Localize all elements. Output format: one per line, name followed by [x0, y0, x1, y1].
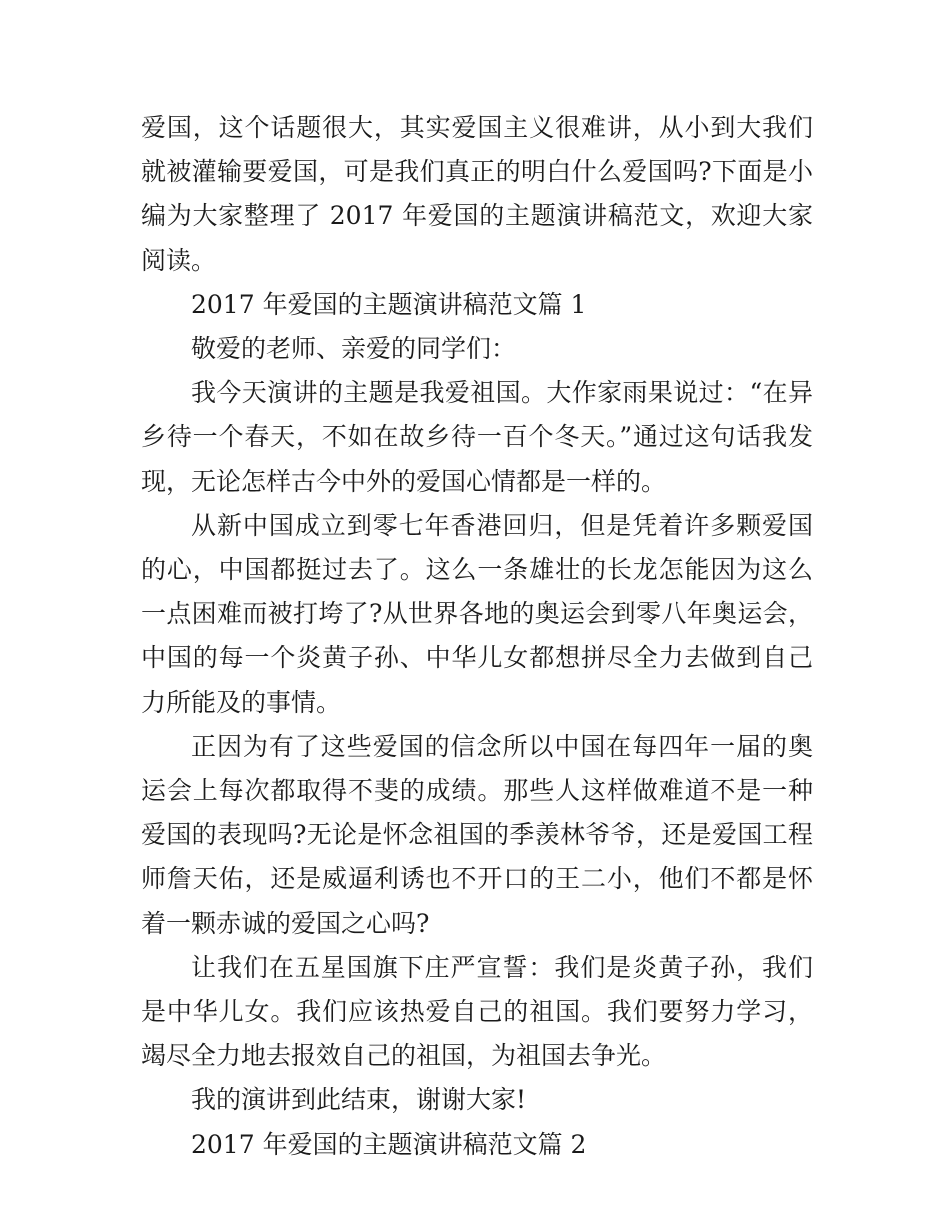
section-heading-2: 2017 年爱国的主题演讲稿范文篇 2 [191, 1129, 587, 1159]
body-paragraph-1: 我今天演讲的主题是我爱祖国。大作家雨果说过：“在异乡待一个春天，不如在故乡待一百个冬天。”通过这句话我发现，无论怎样古今中外的爱国心情都是一样的。 [141, 378, 813, 496]
closing-paragraph: 我的演讲到此结束，谢谢大家! [191, 1085, 527, 1115]
body-paragraph-2: 从新中国成立到零七年香港回归，但是凭着许多颗爱国的心，中国都挺过去了。这么一条雄壮的长龙怎能因为这么一点困难而被打垮了?从世界各地的奥运会到零八年奥运会，中国的每一个炎黄子孙、中华儿女都想拼尽全力去做到自己力所能及的事情。 [141, 510, 813, 717]
document-body [141, 106, 813, 1167]
body-paragraph-4: 让我们在五星国旗下庄严宣誓：我们是炎黄子孙，我们是中华儿女。我们应该热爱自己的祖国。我们要努力学习，竭尽全力地去报效自己的祖国，为祖国去争光。 [141, 952, 813, 1071]
salutation-paragraph: 敬爱的老师、亲爱的同学们： [191, 334, 517, 364]
intro-paragraph: 爱国，这个话题很大，其实爱国主义很难讲，从小到大我们就被灌输要爱国，可是我们真正的明白什么爱国吗?下面是小编为大家整理了 2017 年爱国的主题演讲稿范文，欢迎大家阅读。 [141, 113, 813, 275]
section-heading-1: 2017 年爱国的主题演讲稿范文篇 1 [191, 289, 587, 319]
body-paragraph-3: 正因为有了这些爱国的信念所以中国在每四年一届的奥运会上每次都取得不斐的成绩。那些人这样做难道不是一种爱国的表现吗?无论是怀念祖国的季羡林爷爷，还是爱国工程师詹天佑，还是威逼利诱也不开口的王二小，他们不都是怀着一颗赤诚的爱国之心吗? [141, 731, 813, 938]
